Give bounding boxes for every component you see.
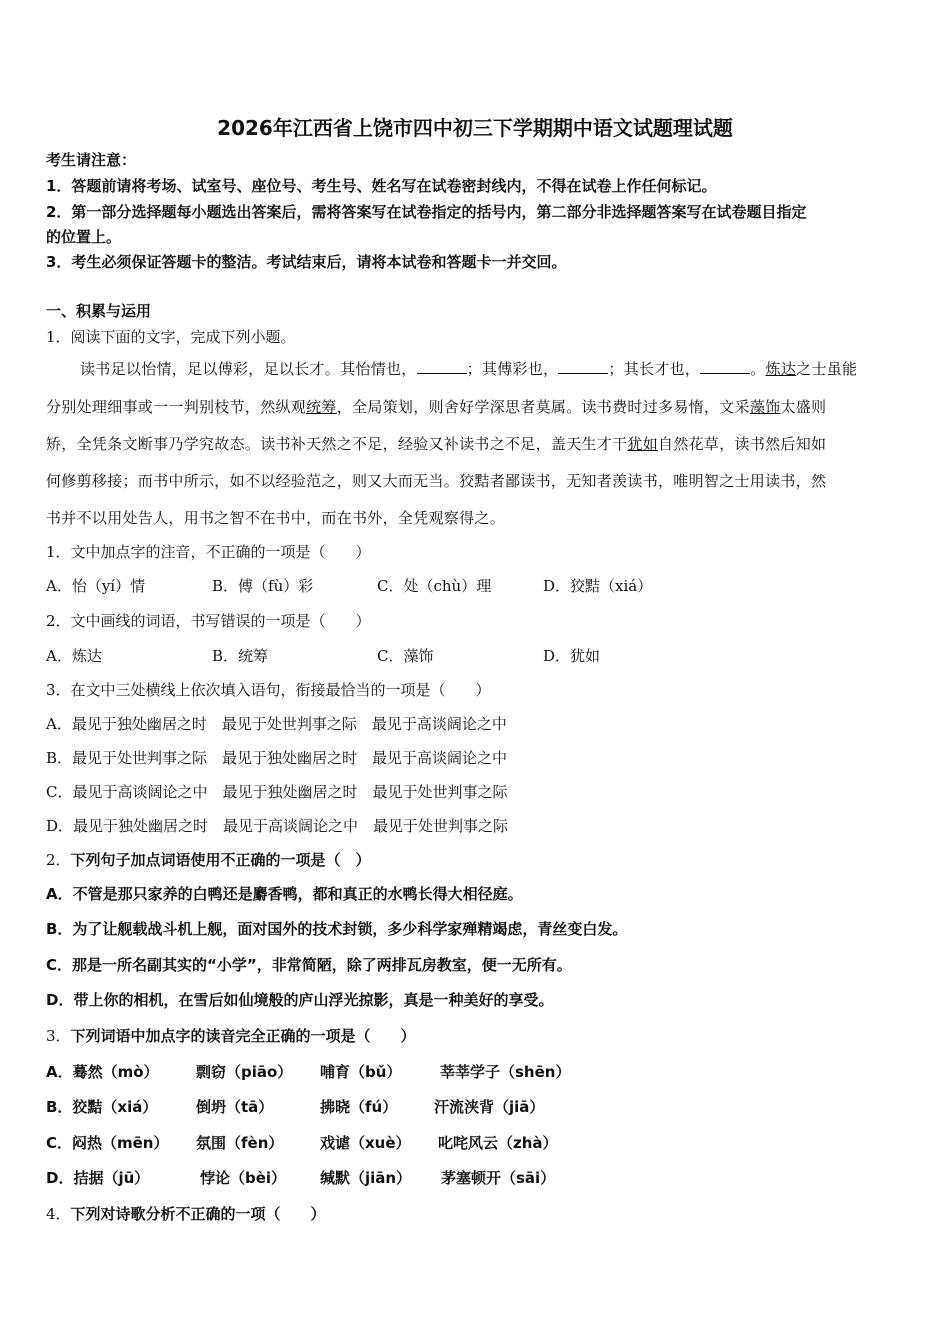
passage-line	[46, 434, 906, 454]
question-stem: 3．在文中三处横线上依次填入语句，衔接最恰当的一项是（ ）	[46, 681, 491, 699]
page-title: 2026年江西省上饶市四中初三下学期期中语文试题理试题	[217, 116, 733, 140]
option-d-word1: D．拮据（jū）	[46, 1169, 150, 1187]
option-b: B．傅（fù）彩	[212, 577, 314, 595]
option-b-word1: B．狡黠（xiá）	[46, 1098, 158, 1116]
option-b: B．统筹	[212, 647, 269, 665]
question-4-stem	[46, 1204, 326, 1224]
option-a-word4: 莘莘学子（shēn）	[440, 1063, 571, 1081]
passage-text: 。	[750, 360, 766, 378]
notice-item: 3．考生必须保证答题卡的整洁。考试结束后，请将本试卷和答题卡一并交回。	[46, 253, 567, 271]
passage-text: 分别处理细事或一一判别枝节，然纵观	[46, 398, 307, 416]
underlined-word: 犹如	[627, 435, 659, 453]
passage-text: 之士虽能	[796, 360, 858, 378]
option-c-word4: 叱咤风云（zhà）	[438, 1134, 558, 1152]
option-c: C．那是一所名副其实的“小学”，非常简陋，除了两排瓦房教室，便一无所有。	[46, 956, 572, 974]
option-b: B．为了让舰载战斗机上舰，面对国外的技术封锁，多少科学家殚精竭虑，青丝变白发。	[46, 920, 628, 938]
underlined-word: 藻饰	[749, 398, 781, 416]
option-b-word2: 倒坍（tā）	[196, 1098, 274, 1116]
passage-text: 太盛则	[780, 398, 827, 416]
option-a: A．最见于独处幽居之时 最见于处世判事之际 最见于高谈阔论之中	[46, 715, 507, 733]
option-b-word4: 汗流浃背（jiā）	[434, 1098, 545, 1116]
option-c-word2: 氛围（fèn）	[196, 1134, 284, 1152]
question-stem: 2．文中画线的词语，书写错误的一项是（ ）	[46, 612, 371, 630]
option-d-word4: 茅塞顿开（sāi）	[441, 1169, 556, 1187]
notice-item: 1．答题前请将考场、试室号、座位号、考生号、姓名写在试卷密封线内，不得在试卷上作任何标记。	[46, 177, 717, 195]
option-b-word3: 拂晓（fú）	[320, 1098, 398, 1116]
question-number: 3．	[46, 1027, 71, 1045]
option-d: D．狡黠（xiá）	[543, 577, 653, 595]
option-a: A．炼达	[46, 647, 102, 665]
option-a: A．不管是那只家养的白鸭还是麝香鸭，都和真正的水鸭长得大相径庭。	[46, 885, 523, 903]
option-a-word3: 哺育（bǔ）	[320, 1063, 402, 1081]
passage-line	[46, 397, 906, 417]
option-a: A．怡（yí）情	[46, 577, 146, 595]
passage-line	[80, 359, 906, 379]
option-a-word1: A．蓦然（mò）	[46, 1063, 159, 1081]
passage-text: 读书足以怡情，足以傅彩，足以长才。其怡情也，	[80, 360, 417, 378]
option-c: C．藻饰	[377, 647, 434, 665]
option-d-word3: 缄默（jiān）	[320, 1169, 412, 1187]
question-3-stem	[46, 1026, 416, 1046]
question-text: 下列对诗歌分析不正确的一项（ ）	[70, 1205, 326, 1223]
fill-blank	[558, 359, 608, 374]
question-stem: 1．文中加点字的注音，不正确的一项是（ ）	[46, 543, 371, 561]
option-d: D．犹如	[543, 647, 601, 665]
passage-text: ；其傅彩也，	[466, 360, 559, 378]
section-heading: 一、积累与运用	[46, 302, 152, 320]
option-d: D．最见于独处幽居之时 最见于高谈阔论之中 最见于处世判事之际	[46, 817, 509, 835]
option-d-word2: 悖论（bèi）	[200, 1169, 287, 1187]
passage-text: ，全局策划，则舍好学深思者莫属。读书费时过多易惰，文采	[336, 398, 750, 416]
option-c: C．处（chù）理	[377, 577, 492, 595]
notice-heading: 考生请注意：	[46, 151, 137, 169]
passage-line: 何修剪移接；而书中所示，如不以经验范之，则又大而无当。狡黠者鄙读书，无知者羡读书，唯明智之士用读书，然	[46, 472, 827, 490]
question-text: 下列句子加点词语使用不正确的一项是（ ）	[70, 851, 371, 869]
option-c: C．最见于高谈阔论之中 最见于独处幽居之时 最见于处世判事之际	[46, 783, 508, 801]
notice-item: 的位置上。	[46, 228, 122, 246]
option-b: B．最见于处世判事之际 最见于独处幽居之时 最见于高谈阔论之中	[46, 749, 508, 767]
question-number: 2．	[46, 851, 71, 869]
passage-text: 自然花草，读书然后知如	[658, 435, 827, 453]
underlined-word: 炼达	[765, 360, 797, 378]
fill-blank	[700, 359, 750, 374]
passage-text: ；其长才也，	[608, 360, 701, 378]
option-c-word3: 戏谑（xuè）	[320, 1134, 411, 1152]
question-number: 4．	[46, 1205, 71, 1223]
question-text: 下列词语中加点字的读音完全正确的一项是（ ）	[70, 1027, 416, 1045]
option-c-word1: C．闷热（mēn）	[46, 1134, 169, 1152]
notice-item: 2．第一部分选择题每小题选出答案后，需将答案写在试卷指定的括号内，第二部分非选择题答案写在试卷题目指定	[46, 203, 807, 221]
passage-line: 书并不以用处告人，用书之智不在书中，而在书外，全凭观察得之。	[46, 509, 506, 527]
fill-blank	[417, 359, 467, 374]
option-a-word2: 剽窃（piāo）	[196, 1063, 293, 1081]
question-stem: 1．阅读下面的文字，完成下列小题。	[46, 328, 296, 346]
option-d: D．带上你的相机，在雪后如仙境般的庐山浮光掠影，真是一种美好的享受。	[46, 991, 554, 1009]
passage-text: 矫，全凭条文断事乃学究故态。读书补天然之不足，经验又补读书之不足，盖天生才干	[46, 435, 628, 453]
question-2-stem	[46, 850, 371, 870]
underlined-word: 统筹	[306, 398, 337, 416]
